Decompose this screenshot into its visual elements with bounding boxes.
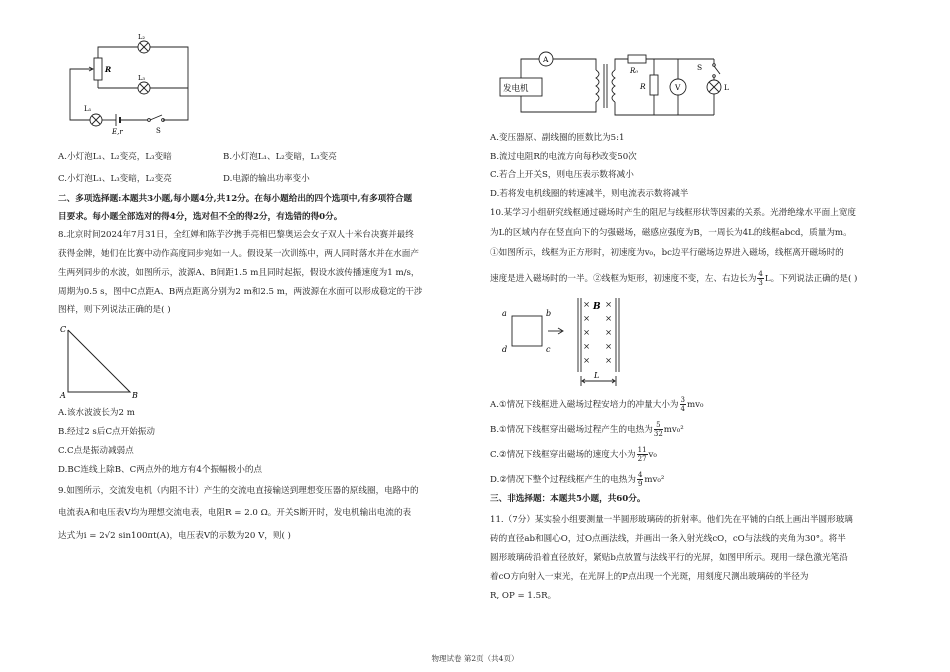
q9-label-R0: R₀ bbox=[630, 67, 639, 75]
q7-label-S: S bbox=[156, 127, 161, 135]
q10-label-c: c bbox=[546, 345, 551, 354]
q8-option-a: A.该水波波长为2 m bbox=[58, 408, 135, 418]
q8-triangle-figure bbox=[58, 322, 158, 402]
q9-option-a: A.变压器原、副线圈的匝数比为5:1 bbox=[490, 133, 625, 143]
q10-stem-line4-tail: L。下列说法正确的是( ) bbox=[764, 274, 858, 284]
section2-line1: 二、多项选择题:本题共3小题,每小题4分,共12分。在每小题给出的四个选项中,有多项符合题 bbox=[58, 194, 413, 204]
q10-option-c: C.②情况下线框穿出磁场的速度大小为 $\frac{11}{27}$ v₀ bbox=[490, 446, 657, 463]
section3-heading: 三、非选择题：本题共5小题，共60分。 bbox=[490, 494, 646, 504]
left-column bbox=[48, 0, 488, 672]
q7-label-L1: L₁ bbox=[84, 105, 92, 113]
right-column bbox=[486, 0, 926, 672]
q10-label-b: b bbox=[546, 309, 552, 318]
svg-text:×: × bbox=[583, 314, 591, 324]
q9-label-L: L bbox=[724, 83, 729, 92]
q8-label-B: B bbox=[132, 391, 138, 400]
q9-option-c: C.若合上开关S，则电压表示数将减小 bbox=[490, 170, 634, 180]
q10-magnetic-field-figure bbox=[496, 294, 646, 394]
svg-text:×: × bbox=[605, 314, 613, 324]
q9-stem-line3: 达式为i = 2√2 sin100πt(A)，电压表V的示数为20 V，则( ) bbox=[58, 531, 291, 541]
q10-stem-line3: ①如图所示，线框为正方形时，初速度为v₀，bc边平行磁场边界进入磁场，线框离开磁场时的 bbox=[490, 248, 844, 258]
q8-label-A: A bbox=[60, 391, 66, 400]
q10-option-b: B.①情况下线框穿出磁场过程产生的电热为 $\frac{5}{32}$ mv₀² bbox=[490, 421, 684, 438]
q7-option-c: C.小灯泡L₁、L₃变暗，L₂变亮 bbox=[58, 174, 172, 184]
q7-option-a: A.小灯泡L₁、L₂变亮，L₃变暗 bbox=[58, 152, 172, 162]
q9-option-b: B.流过电阻R的电流方向每秒改变50次 bbox=[490, 152, 637, 162]
svg-text:×: × bbox=[605, 300, 613, 310]
q7-label-Er: E,r bbox=[112, 128, 123, 136]
svg-text:×: × bbox=[583, 342, 591, 352]
q11-stem-line1: 11.（7分）某实验小组要测量一半圆形玻璃砖的折射率。他们先在平铺的白纸上画出半圆形玻璃 bbox=[490, 515, 853, 525]
q11-stem-line3: 圆形玻璃砖沿着直径放好，紧贴b点放置与法线平行的光屏，如图甲所示。现用一绿色激光笔沿 bbox=[490, 553, 848, 563]
q10-option-d: D.②情况下整个过程线框产生的电热为 $\frac{4}{9}$ mv₀² bbox=[490, 471, 665, 488]
q7-label-L2: L₂ bbox=[138, 33, 145, 41]
q8-stem-line5: 图样，则下列说法正确的是( ) bbox=[58, 305, 171, 315]
q7-option-d: D.电源的输出功率变小 bbox=[223, 174, 310, 184]
q7-label-R: R bbox=[105, 65, 112, 74]
svg-text:×: × bbox=[583, 300, 591, 310]
q10-stem-line4-text: 速度是进入磁场时的一半。②线框为矩形，初速度不变，左、右边长为 bbox=[490, 274, 757, 284]
q9-label-S: S bbox=[697, 63, 703, 72]
page-footer: 物理试卷 第2页（共4页） bbox=[431, 654, 519, 663]
q9-stem-line1: 9.如图所示，交流发电机（内阻不计）产生的交流电直接输送到理想变压器的原线圈，电路中的 bbox=[58, 486, 419, 496]
q9-stem-line2: 电流表A和电压表V均为理想交流电表，电阻R = 2.0 Ω。开关S断开时，发电机输出电流的表 bbox=[58, 508, 412, 518]
q7-circuit-figure bbox=[68, 32, 228, 140]
svg-text:×: × bbox=[605, 356, 613, 366]
q8-stem-line3: 生两列同步的水波，如图所示，波源A、B间距1.5 m且同时起振，假设水波传播速度为1 m/s， bbox=[58, 268, 420, 278]
q8-stem-line2: 获得金牌，她们在比赛中动作高度同步宛如一人。假设某一次训练中，两人同时落水并在水面产 bbox=[58, 249, 419, 259]
svg-text:×: × bbox=[605, 342, 613, 352]
q9-circuit-figure bbox=[496, 40, 756, 130]
q11-stem-line2: 砖的直径ab和圆心O，过O点画法线，并画出一条入射光线cO，cO与法线的夹角为30°。将半 bbox=[490, 534, 846, 544]
q8-option-c: C.C点是振动减弱点 bbox=[58, 446, 134, 456]
q9-label-voltmeter: V bbox=[675, 83, 681, 92]
q8-stem-line1: 8.北京时间2024年7月31日，全红婵和陈芋汐携手亮相巴黎奥运会女子双人十米台决赛并最终 bbox=[58, 230, 414, 240]
q10-label-B: B bbox=[593, 302, 601, 312]
q10-stem-line2: 为L的区域内存在竖直向下的匀强磁场，磁感应强度为B，一周长为4L的线框abcd，质量为m。 bbox=[490, 228, 852, 238]
svg-text:×: × bbox=[583, 328, 591, 338]
q9-option-d: D.若将发电机线圈的转速减半，则电流表示数将减半 bbox=[490, 189, 689, 199]
q11-stem-line4: 着cO方向射入一束光，在光屏上的P点出现一个光斑，用刻度尺测出玻璃砖的半径为 bbox=[490, 572, 809, 582]
q10-label-a: a bbox=[502, 309, 507, 318]
q10-option-a: A.①情况下线框进入磁场过程安培力的冲量大小为 $\frac{3}{4}$ mv₀ bbox=[490, 396, 704, 413]
q7-label-L3: L₃ bbox=[138, 74, 145, 82]
q8-option-b: B.经过2 s后C点开始振动 bbox=[58, 427, 155, 437]
q7-option-b: B.小灯泡L₁、L₂变暗，L₃变亮 bbox=[223, 152, 337, 162]
section2-line2: 目要求。每小题全部选对的得4分，选对但不全的得2分，有选错的得0分。 bbox=[58, 212, 343, 222]
q9-label-R: R bbox=[640, 82, 646, 91]
q9-label-ammeter: A bbox=[543, 55, 549, 64]
q10-stem-line1: 10.某学习小组研究线框通过磁场时产生的阻尼与线框形状等因素的关系。光滑绝缘水平面上宽度 bbox=[490, 208, 857, 218]
q10-label-L: L bbox=[594, 371, 600, 380]
svg-text:×: × bbox=[605, 328, 613, 338]
q8-option-d: D.BC连线上除B、C两点外的地方有4个振幅极小的点 bbox=[58, 465, 263, 475]
q8-stem-line4: 周期为0.5 s，图中C点距A、B两点距离分别为2 m和2.5 m，两波源在水面可以形成稳定的干涉 bbox=[58, 287, 423, 297]
q11-stem-line5: R, OP = 1.5R。 bbox=[490, 591, 557, 601]
q10-stem-line4 bbox=[490, 270, 857, 287]
q10-label-d: d bbox=[502, 345, 508, 354]
svg-text:×: × bbox=[583, 356, 591, 366]
q10-length-fraction: $\frac{4}{3}$ bbox=[758, 270, 763, 287]
q9-label-generator: 发电机 bbox=[503, 84, 529, 94]
q8-label-C: C bbox=[60, 325, 67, 334]
